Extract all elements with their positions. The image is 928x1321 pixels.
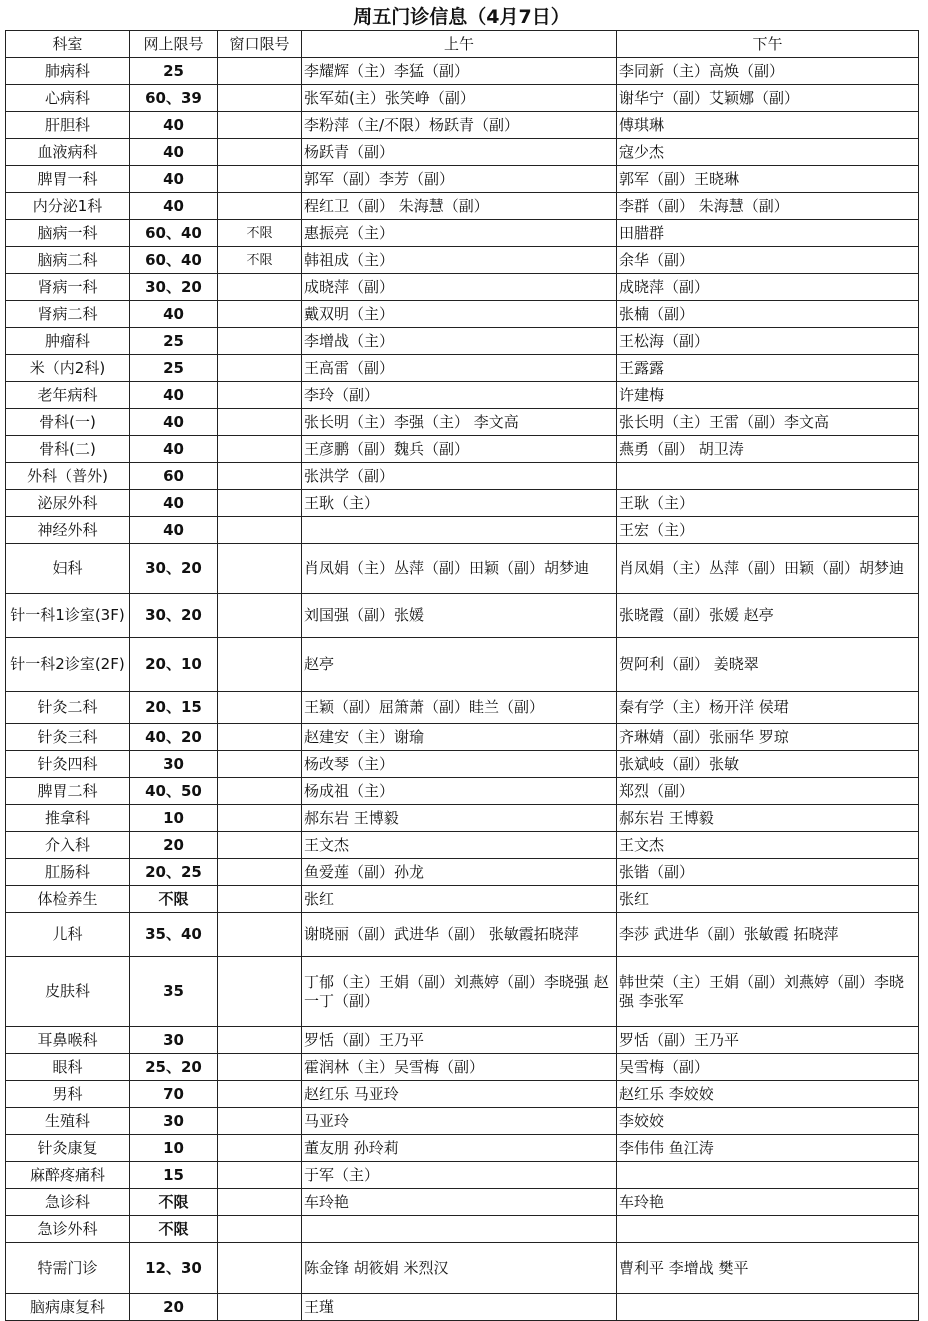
afternoon-doctors-cell: 郑烈（副）	[617, 778, 919, 805]
dept-cell: 脑病康复科	[6, 1294, 130, 1321]
online-limit-cell: 40	[130, 490, 218, 517]
morning-doctors-cell: 王颖（副）屈箫萧（副）眭兰（副）	[302, 692, 617, 724]
header-afternoon: 下午	[617, 31, 919, 58]
dept-cell: 特需门诊	[6, 1243, 130, 1294]
dept-cell: 男科	[6, 1081, 130, 1108]
dept-cell: 皮肤科	[6, 957, 130, 1027]
window-limit-cell	[218, 490, 302, 517]
morning-doctors-cell: 王瑾	[302, 1294, 617, 1321]
afternoon-doctors-cell: 齐琳婧（副）张丽华 罗琼	[617, 724, 919, 751]
window-limit-cell	[218, 463, 302, 490]
header-dept: 科室	[6, 31, 130, 58]
morning-doctors-cell: 韩祖成（主）	[302, 247, 617, 274]
afternoon-doctors-cell: 田腊群	[617, 220, 919, 247]
afternoon-doctors-cell	[617, 1294, 919, 1321]
table-row	[6, 1243, 919, 1294]
afternoon-doctors-cell: 王松海（副）	[617, 328, 919, 355]
morning-doctors-cell: 杨改琴（主）	[302, 751, 617, 778]
online-limit-cell: 35、40	[130, 913, 218, 957]
morning-doctors-cell: 戴双明（主）	[302, 301, 617, 328]
morning-doctors-cell: 罗恬（副）王乃平	[302, 1027, 617, 1054]
window-limit-cell	[218, 957, 302, 1027]
table-row	[6, 193, 919, 220]
online-limit-cell: 30、20	[130, 544, 218, 594]
table-row	[6, 638, 919, 692]
window-limit-cell	[218, 724, 302, 751]
afternoon-doctors-cell: 傅琪琳	[617, 112, 919, 139]
online-limit-cell: 35	[130, 957, 218, 1027]
morning-doctors-cell: 张红	[302, 886, 617, 913]
clinic-schedule-table	[5, 30, 919, 1321]
online-limit-cell: 40、50	[130, 778, 218, 805]
window-limit-cell	[218, 166, 302, 193]
afternoon-doctors-cell: 王耿（主）	[617, 490, 919, 517]
dept-cell: 针灸四科	[6, 751, 130, 778]
window-limit-cell	[218, 1054, 302, 1081]
dept-cell: 神经外科	[6, 517, 130, 544]
window-limit-cell	[218, 638, 302, 692]
window-limit-cell	[218, 1027, 302, 1054]
dept-cell: 老年病科	[6, 382, 130, 409]
online-limit-cell: 40	[130, 139, 218, 166]
table-row	[6, 436, 919, 463]
dept-cell: 眼科	[6, 1054, 130, 1081]
dept-cell: 妇科	[6, 544, 130, 594]
afternoon-doctors-cell: 李群（副） 朱海慧（副）	[617, 193, 919, 220]
online-limit-cell: 20、25	[130, 859, 218, 886]
morning-doctors-cell: 马亚玲	[302, 1108, 617, 1135]
afternoon-doctors-cell: 张长明（主）王雷（副）李文高	[617, 409, 919, 436]
online-limit-cell: 12、30	[130, 1243, 218, 1294]
morning-doctors-cell: 郝东岩 王博毅	[302, 805, 617, 832]
window-limit-cell	[218, 1294, 302, 1321]
window-limit-cell	[218, 112, 302, 139]
online-limit-cell: 20、10	[130, 638, 218, 692]
dept-cell: 急诊科	[6, 1189, 130, 1216]
window-limit-cell	[218, 859, 302, 886]
window-limit-cell	[218, 301, 302, 328]
online-limit-cell: 60、40	[130, 247, 218, 274]
afternoon-doctors-cell: 李同新（主）高焕（副）	[617, 58, 919, 85]
afternoon-doctors-cell: 李莎 武进华（副）张敏霞 拓晓萍	[617, 913, 919, 957]
morning-doctors-cell: 杨成祖（主）	[302, 778, 617, 805]
online-limit-cell: 20	[130, 832, 218, 859]
online-limit-cell: 40	[130, 382, 218, 409]
window-limit-cell	[218, 1189, 302, 1216]
morning-doctors-cell: 王彦鹏（副）魏兵（副）	[302, 436, 617, 463]
table-row	[6, 85, 919, 112]
table-row	[6, 832, 919, 859]
morning-doctors-cell: 车玲艳	[302, 1189, 617, 1216]
afternoon-doctors-cell: 成晓萍（副）	[617, 274, 919, 301]
window-limit-cell	[218, 409, 302, 436]
online-limit-cell: 60	[130, 463, 218, 490]
morning-doctors-cell: 杨跃青（副）	[302, 139, 617, 166]
table-row	[6, 957, 919, 1027]
morning-doctors-cell	[302, 517, 617, 544]
dept-cell: 骨科(一)	[6, 409, 130, 436]
dept-cell: 脑病一科	[6, 220, 130, 247]
afternoon-doctors-cell: 李伟伟 鱼江涛	[617, 1135, 919, 1162]
dept-cell: 针灸二科	[6, 692, 130, 724]
online-limit-cell: 40	[130, 193, 218, 220]
table-row	[6, 490, 919, 517]
online-limit-cell: 15	[130, 1162, 218, 1189]
morning-doctors-cell	[302, 1216, 617, 1243]
table-row	[6, 328, 919, 355]
table-row	[6, 859, 919, 886]
online-limit-cell: 20、15	[130, 692, 218, 724]
table-row	[6, 692, 919, 724]
afternoon-doctors-cell: 吴雪梅（副）	[617, 1054, 919, 1081]
dept-cell: 肾病一科	[6, 274, 130, 301]
afternoon-doctors-cell: 王文杰	[617, 832, 919, 859]
window-limit-cell	[218, 692, 302, 724]
morning-doctors-cell: 赵红乐 马亚玲	[302, 1081, 617, 1108]
online-limit-cell: 30	[130, 1108, 218, 1135]
window-limit-cell	[218, 58, 302, 85]
window-limit-cell	[218, 139, 302, 166]
window-limit-cell	[218, 805, 302, 832]
dept-cell: 耳鼻喉科	[6, 1027, 130, 1054]
online-limit-cell: 40	[130, 517, 218, 544]
dept-cell: 麻醉疼痛科	[6, 1162, 130, 1189]
dept-cell: 针灸三科	[6, 724, 130, 751]
table-row	[6, 139, 919, 166]
table-row	[6, 724, 919, 751]
afternoon-doctors-cell: 秦有学（主）杨开洋 侯珺	[617, 692, 919, 724]
afternoon-doctors-cell	[617, 463, 919, 490]
morning-doctors-cell: 赵亭	[302, 638, 617, 692]
dept-cell: 急诊外科	[6, 1216, 130, 1243]
online-limit-cell: 40	[130, 112, 218, 139]
online-limit-cell: 70	[130, 1081, 218, 1108]
afternoon-doctors-cell: 寇少杰	[617, 139, 919, 166]
morning-doctors-cell: 王耿（主）	[302, 490, 617, 517]
online-limit-cell: 40	[130, 409, 218, 436]
table-row	[6, 355, 919, 382]
table-row	[6, 1189, 919, 1216]
dept-cell: 儿科	[6, 913, 130, 957]
table-row	[6, 1135, 919, 1162]
table-row	[6, 1294, 919, 1321]
window-limit-cell: 不限	[218, 247, 302, 274]
table-row	[6, 220, 919, 247]
window-limit-cell	[218, 1243, 302, 1294]
window-limit-cell	[218, 355, 302, 382]
table-row	[6, 382, 919, 409]
online-limit-cell: 40	[130, 166, 218, 193]
dept-cell: 针一科2诊室(2F)	[6, 638, 130, 692]
table-row	[6, 1027, 919, 1054]
dept-cell: 脾胃二科	[6, 778, 130, 805]
header-morning: 上午	[302, 31, 617, 58]
afternoon-doctors-cell: 赵红乐 李姣姣	[617, 1081, 919, 1108]
afternoon-doctors-cell: 李姣姣	[617, 1108, 919, 1135]
table-row	[6, 301, 919, 328]
table-row	[6, 166, 919, 193]
online-limit-cell: 20	[130, 1294, 218, 1321]
online-limit-cell: 40	[130, 301, 218, 328]
online-limit-cell: 30、20	[130, 274, 218, 301]
online-limit-cell: 60、40	[130, 220, 218, 247]
dept-cell: 体检养生	[6, 886, 130, 913]
dept-cell: 骨科(二)	[6, 436, 130, 463]
online-limit-cell: 不限	[130, 1189, 218, 1216]
morning-doctors-cell: 张洪学（副）	[302, 463, 617, 490]
table-row	[6, 778, 919, 805]
table-row	[6, 544, 919, 594]
window-limit-cell	[218, 1162, 302, 1189]
window-limit-cell	[218, 1108, 302, 1135]
dept-cell: 泌尿外科	[6, 490, 130, 517]
morning-doctors-cell: 张军茹(主）张笑峥（副）	[302, 85, 617, 112]
dept-cell: 肝胆科	[6, 112, 130, 139]
morning-doctors-cell: 李增战（主）	[302, 328, 617, 355]
table-row	[6, 463, 919, 490]
afternoon-doctors-cell: 张红	[617, 886, 919, 913]
header-online-limit: 网上限号	[130, 31, 218, 58]
window-limit-cell	[218, 517, 302, 544]
table-row	[6, 886, 919, 913]
table-row	[6, 274, 919, 301]
table-row	[6, 913, 919, 957]
morning-doctors-cell: 惠振亮（主）	[302, 220, 617, 247]
table-body	[6, 58, 919, 1321]
afternoon-doctors-cell: 肖凤娟（主）丛萍（副）田颖（副）胡梦迪	[617, 544, 919, 594]
dept-cell: 肿瘤科	[6, 328, 130, 355]
afternoon-doctors-cell: 张晓霞（副）张媛 赵亭	[617, 594, 919, 638]
header-window-limit: 窗口限号	[218, 31, 302, 58]
window-limit-cell	[218, 382, 302, 409]
online-limit-cell: 30	[130, 1027, 218, 1054]
morning-doctors-cell: 郭军（副）李芳（副）	[302, 166, 617, 193]
table-row	[6, 1216, 919, 1243]
morning-doctors-cell: 李玲（副）	[302, 382, 617, 409]
dept-cell: 外科（普外)	[6, 463, 130, 490]
online-limit-cell: 30	[130, 751, 218, 778]
page-title: 周五门诊信息（4月7日）	[353, 5, 570, 28]
dept-cell: 米（内2科)	[6, 355, 130, 382]
online-limit-cell: 40、20	[130, 724, 218, 751]
afternoon-doctors-cell: 郭军（副）王晓琳	[617, 166, 919, 193]
window-limit-cell: 不限	[218, 220, 302, 247]
table-row	[6, 1108, 919, 1135]
online-limit-cell: 30、20	[130, 594, 218, 638]
window-limit-cell	[218, 85, 302, 112]
online-limit-cell: 不限	[130, 1216, 218, 1243]
afternoon-doctors-cell: 贺阿利（副） 姜晓翠	[617, 638, 919, 692]
afternoon-doctors-cell	[617, 1216, 919, 1243]
dept-cell: 针一科1诊室(3F)	[6, 594, 130, 638]
afternoon-doctors-cell: 余华（副）	[617, 247, 919, 274]
morning-doctors-cell: 肖凤娟（主）丛萍（副）田颖（副）胡梦迪	[302, 544, 617, 594]
afternoon-doctors-cell: 张斌岐（副）张敏	[617, 751, 919, 778]
morning-doctors-cell: 赵建安（主）谢瑜	[302, 724, 617, 751]
morning-doctors-cell: 于军（主）	[302, 1162, 617, 1189]
window-limit-cell	[218, 436, 302, 463]
afternoon-doctors-cell: 张楠（副）	[617, 301, 919, 328]
afternoon-doctors-cell: 曹利平 李增战 樊平	[617, 1243, 919, 1294]
morning-doctors-cell: 程红卫（副） 朱海慧（副）	[302, 193, 617, 220]
dept-cell: 推拿科	[6, 805, 130, 832]
morning-doctors-cell: 王文杰	[302, 832, 617, 859]
table-row	[6, 247, 919, 274]
afternoon-doctors-cell: 王露露	[617, 355, 919, 382]
dept-cell: 脑病二科	[6, 247, 130, 274]
dept-cell: 介入科	[6, 832, 130, 859]
table-row	[6, 594, 919, 638]
window-limit-cell	[218, 594, 302, 638]
table-row	[6, 805, 919, 832]
table-row	[6, 1162, 919, 1189]
window-limit-cell	[218, 1216, 302, 1243]
header-row	[6, 31, 919, 58]
afternoon-doctors-cell: 王宏（主）	[617, 517, 919, 544]
morning-doctors-cell: 成晓萍（副）	[302, 274, 617, 301]
table-row	[6, 112, 919, 139]
morning-doctors-cell: 王高雷（副）	[302, 355, 617, 382]
online-limit-cell: 25	[130, 355, 218, 382]
online-limit-cell: 40	[130, 436, 218, 463]
window-limit-cell	[218, 778, 302, 805]
afternoon-doctors-cell: 谢华宁（副）艾颖娜（副）	[617, 85, 919, 112]
morning-doctors-cell: 李粉萍（主/不限）杨跃青（副）	[302, 112, 617, 139]
window-limit-cell	[218, 751, 302, 778]
online-limit-cell: 60、39	[130, 85, 218, 112]
dept-cell: 肛肠科	[6, 859, 130, 886]
morning-doctors-cell: 李耀辉（主）李猛（副）	[302, 58, 617, 85]
window-limit-cell	[218, 913, 302, 957]
afternoon-doctors-cell: 燕勇（副） 胡卫涛	[617, 436, 919, 463]
online-limit-cell: 25	[130, 328, 218, 355]
window-limit-cell	[218, 193, 302, 220]
afternoon-doctors-cell	[617, 1162, 919, 1189]
online-limit-cell: 25、20	[130, 1054, 218, 1081]
morning-doctors-cell: 陈金锋 胡筱娟 米烈汉	[302, 1243, 617, 1294]
dept-cell: 针灸康复	[6, 1135, 130, 1162]
dept-cell: 脾胃一科	[6, 166, 130, 193]
table-row	[6, 751, 919, 778]
afternoon-doctors-cell: 罗恬（副）王乃平	[617, 1027, 919, 1054]
afternoon-doctors-cell: 车玲艳	[617, 1189, 919, 1216]
afternoon-doctors-cell: 张锴（副）	[617, 859, 919, 886]
window-limit-cell	[218, 274, 302, 301]
table-row	[6, 1081, 919, 1108]
morning-doctors-cell: 丁郁（主）王娟（副）刘燕婷（副）李晓强 赵一丁（副）	[302, 957, 617, 1027]
dept-cell: 血液病科	[6, 139, 130, 166]
dept-cell: 心病科	[6, 85, 130, 112]
dept-cell: 内分泌1科	[6, 193, 130, 220]
afternoon-doctors-cell: 韩世荣（主）王娟（副）刘燕婷（副）李晓强 李张军	[617, 957, 919, 1027]
online-limit-cell: 10	[130, 805, 218, 832]
dept-cell: 肾病二科	[6, 301, 130, 328]
morning-doctors-cell: 鱼爱莲（副）孙龙	[302, 859, 617, 886]
online-limit-cell: 10	[130, 1135, 218, 1162]
window-limit-cell	[218, 1081, 302, 1108]
morning-doctors-cell: 刘国强（副）张媛	[302, 594, 617, 638]
dept-cell: 肺病科	[6, 58, 130, 85]
window-limit-cell	[218, 328, 302, 355]
window-limit-cell	[218, 832, 302, 859]
window-limit-cell	[218, 1135, 302, 1162]
online-limit-cell: 25	[130, 58, 218, 85]
table-row	[6, 1054, 919, 1081]
morning-doctors-cell: 霍润林（主）吴雪梅（副）	[302, 1054, 617, 1081]
morning-doctors-cell: 张长明（主）李强（主） 李文高	[302, 409, 617, 436]
table-row	[6, 409, 919, 436]
table-row	[6, 517, 919, 544]
afternoon-doctors-cell: 郝东岩 王博毅	[617, 805, 919, 832]
window-limit-cell	[218, 886, 302, 913]
morning-doctors-cell: 谢晓丽（副）武进华（副） 张敏霞拓晓萍	[302, 913, 617, 957]
afternoon-doctors-cell: 许建梅	[617, 382, 919, 409]
table-row	[6, 58, 919, 85]
online-limit-cell: 不限	[130, 886, 218, 913]
window-limit-cell	[218, 544, 302, 594]
dept-cell: 生殖科	[6, 1108, 130, 1135]
morning-doctors-cell: 董友朋 孙玲莉	[302, 1135, 617, 1162]
